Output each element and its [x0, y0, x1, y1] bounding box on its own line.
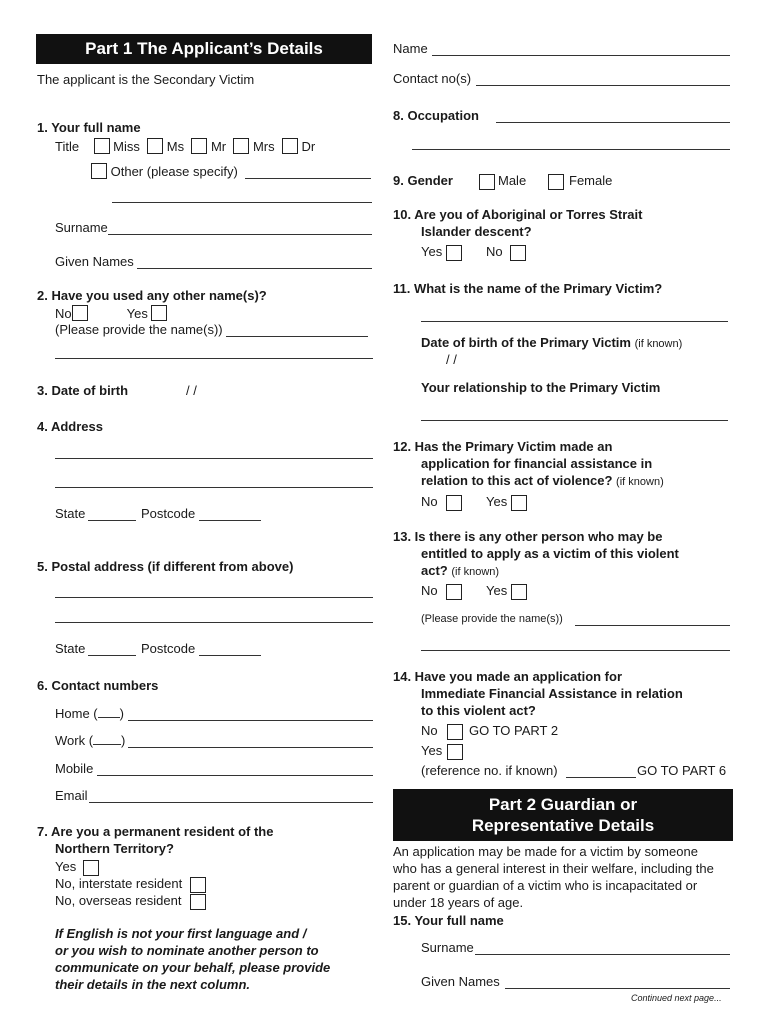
q11-heading: 11. What is the name of the Primary Victim?	[393, 281, 663, 296]
q15-surname-label: Surname	[421, 940, 474, 955]
q10-yes-label: Yes	[421, 244, 443, 259]
ms-label: Ms	[166, 139, 185, 154]
mrs-label: Mrs	[252, 139, 275, 154]
part2-desc-4: under 18 years of age.	[393, 895, 524, 910]
q10-no-checkbox[interactable]	[510, 245, 526, 261]
language-note-1: If English is not your first language and /	[55, 926, 307, 941]
email-field[interactable]	[89, 802, 373, 803]
part2-title-2: Representative Details	[471, 816, 655, 835]
q13-line-2: entitled to apply as a victim of this violent	[421, 546, 679, 561]
q14-line-1: 14. Have you made an application for	[393, 669, 623, 684]
q14-ref-label: (reference no. if known)	[421, 763, 558, 778]
q9-heading: 9. Gender	[393, 173, 453, 188]
work-paren: )	[121, 733, 126, 748]
miss-checkbox[interactable]	[94, 138, 110, 154]
q2-names-field-2[interactable]	[55, 358, 373, 359]
male-label: Male	[498, 173, 527, 188]
occupation-field[interactable]	[496, 122, 730, 123]
relationship-field[interactable]	[421, 420, 728, 421]
part2-desc-3: parent or guardian of a victim who is incapacitated or	[393, 878, 698, 893]
mr-label: Mr	[210, 139, 227, 154]
q13-provide: (Please provide the name(s))	[421, 613, 563, 625]
contact-label: Contact no(s)	[393, 71, 472, 86]
q14-no-label: No	[421, 723, 438, 738]
mobile-label: Mobile	[55, 761, 94, 776]
miss-label: Miss	[113, 139, 140, 154]
surname-field[interactable]	[108, 234, 372, 235]
q2-heading: 2. Have you used any other name(s)?	[37, 288, 267, 303]
q3-heading: 3. Date of birth	[37, 383, 129, 398]
q12-no-checkbox[interactable]	[446, 495, 462, 511]
part2-desc-2: who has a general interest in their welfare, including the	[393, 861, 714, 876]
q12-if-known: (if known)	[616, 476, 664, 488]
relationship-label: Your relationship to the Primary Victim	[421, 380, 661, 395]
q14-yes-label: Yes	[421, 743, 443, 758]
q6-heading: 6. Contact numbers	[37, 678, 159, 693]
q12-line-2: application for financial assistance in	[421, 456, 653, 471]
mr-checkbox[interactable]	[191, 138, 207, 154]
q12-line-1: 12. Has the Primary Victim made an	[393, 439, 613, 454]
continued-footer: Continued next page...	[631, 993, 722, 1003]
ms-checkbox[interactable]	[147, 138, 163, 154]
q12-yes-checkbox[interactable]	[511, 495, 527, 511]
q7-overseas-checkbox[interactable]	[190, 894, 206, 910]
q7-overseas-label: No, overseas resident	[55, 893, 182, 908]
work-label	[55, 733, 125, 748]
q13-yes-checkbox[interactable]	[511, 584, 527, 600]
part1-title: Part 1 The Applicant’s Details	[85, 39, 323, 58]
q13-yes-label: Yes	[486, 583, 508, 598]
q10-yes-checkbox[interactable]	[446, 245, 462, 261]
q1-heading: 1. Your full name	[37, 120, 141, 135]
home-text: Home (	[55, 706, 98, 721]
q13-line-3: act?	[421, 563, 448, 578]
language-note-3: communicate on your behalf, please provide	[55, 960, 331, 975]
email-label: Email	[55, 788, 88, 803]
work-phone-field[interactable]	[128, 747, 373, 748]
q12-no-label: No	[421, 494, 438, 509]
primary-victim-name-field[interactable]	[421, 321, 728, 322]
q15-heading: 15. Your full name	[393, 913, 504, 928]
q2-no-label: No	[55, 306, 72, 321]
q13-no-label: No	[421, 583, 438, 598]
q5-postcode-label: Postcode	[141, 641, 196, 656]
given-names-field[interactable]	[137, 268, 372, 269]
language-note-4: their details in the next column.	[55, 977, 251, 992]
name-label: Name	[393, 41, 428, 56]
q10-heading-2: Islander descent?	[421, 224, 532, 239]
q14-line-3: to this violent act?	[421, 703, 536, 718]
q10-heading-1: 10. Are you of Aboriginal or Torres Strait	[393, 207, 643, 222]
female-label: Female	[569, 173, 613, 188]
q1-title-row	[55, 138, 315, 154]
pv-dob-if-known: (if known)	[634, 338, 683, 350]
q4-heading: 4. Address	[37, 419, 103, 434]
q13-names-field-2[interactable]	[421, 650, 730, 651]
q2-options	[55, 305, 167, 321]
q8-heading: 8. Occupation	[393, 108, 479, 123]
q13-line-3-row	[421, 563, 499, 578]
q2-no-checkbox[interactable]	[72, 305, 88, 321]
q2-names-field[interactable]	[226, 336, 368, 337]
q14-line-2: Immediate Financial Assistance in relation	[421, 686, 683, 701]
address-field-1[interactable]	[55, 458, 373, 459]
q5-postcode-field[interactable]	[199, 655, 261, 656]
dr-label: Dr	[301, 139, 316, 154]
part2-title-1: Part 2 Guardian or	[488, 795, 638, 814]
pv-dob-separators: / /	[446, 352, 457, 367]
q5-heading: 5. Postal address (if different from above)	[37, 559, 294, 574]
q13-names-field[interactable]	[575, 625, 730, 626]
q15-surname-field[interactable]	[475, 954, 730, 955]
q15-given-label: Given Names	[421, 974, 500, 989]
q4-state-field[interactable]	[88, 520, 136, 521]
q7-interstate-checkbox[interactable]	[190, 877, 206, 893]
q7-interstate-label: No, interstate resident	[55, 876, 183, 891]
q14-no-checkbox[interactable]	[447, 724, 463, 740]
part2-header	[393, 789, 733, 841]
given-names-label: Given Names	[55, 254, 134, 269]
q13-if-known: (if known)	[451, 566, 500, 578]
q12-line-3: relation to this act of violence?	[421, 473, 613, 488]
name-field[interactable]	[432, 55, 730, 56]
q14-ref-field[interactable]	[566, 777, 636, 778]
q14-goto-part2: GO TO PART 2	[469, 723, 559, 738]
title-label: Title	[55, 139, 80, 154]
home-paren: )	[119, 706, 124, 721]
other-checkbox[interactable]	[91, 163, 107, 179]
occupation-field-2[interactable]	[412, 149, 730, 150]
q7-heading-2: Northern Territory?	[55, 841, 174, 856]
part1-subtitle: The applicant is the Secondary Victim	[37, 72, 255, 87]
dob-separators: / /	[186, 383, 197, 398]
surname-label: Surname	[55, 220, 108, 235]
work-text: Work (	[55, 733, 94, 748]
address-field-2[interactable]	[55, 487, 373, 488]
q14-yes-checkbox[interactable]	[447, 744, 463, 760]
q4-state-label: State	[55, 506, 86, 521]
other-title-field-2[interactable]	[112, 202, 372, 203]
q13-no-checkbox[interactable]	[446, 584, 462, 600]
q7-yes-label: Yes	[55, 859, 77, 874]
postal-field-1[interactable]	[55, 597, 373, 598]
q15-given-field[interactable]	[505, 988, 730, 989]
q5-state-label: State	[55, 641, 86, 656]
q4-postcode-label: Postcode	[141, 506, 196, 521]
contact-field[interactable]	[476, 85, 730, 86]
home-phone-field[interactable]	[128, 720, 373, 721]
q7-heading-1: 7. Are you a permanent resident of the	[37, 824, 274, 839]
other-title-row	[91, 163, 238, 179]
q12-line-3-row	[421, 473, 664, 488]
q2-yes-checkbox[interactable]	[151, 305, 167, 321]
male-checkbox[interactable]	[479, 174, 495, 190]
q12-yes-label: Yes	[486, 494, 508, 509]
other-label: Other (please specify)	[110, 164, 238, 179]
part2-desc-1: An application may be made for a victim by someone	[393, 844, 698, 859]
other-title-field[interactable]	[245, 178, 371, 179]
mobile-field[interactable]	[97, 775, 373, 776]
q10-no-label: No	[486, 244, 503, 259]
dr-checkbox[interactable]	[282, 138, 298, 154]
q2-provide: (Please provide the name(s))	[55, 322, 223, 337]
postal-field-2[interactable]	[55, 622, 373, 623]
mrs-checkbox[interactable]	[233, 138, 249, 154]
q5-state-field[interactable]	[88, 655, 136, 656]
q14-goto-part6: GO TO PART 6	[637, 763, 727, 778]
language-note-2: or you wish to nominate another person to	[55, 943, 319, 958]
part1-header	[36, 34, 372, 64]
pv-dob-label: Date of birth of the Primary Victim	[421, 335, 631, 350]
female-checkbox[interactable]	[548, 174, 564, 190]
q7-yes-checkbox[interactable]	[83, 860, 99, 876]
pv-dob-row	[421, 335, 682, 350]
q4-postcode-field[interactable]	[199, 520, 261, 521]
home-label	[55, 706, 124, 721]
q13-line-1: 13. Is there is any other person who may be	[393, 529, 663, 544]
q2-yes-label: Yes	[126, 306, 148, 321]
